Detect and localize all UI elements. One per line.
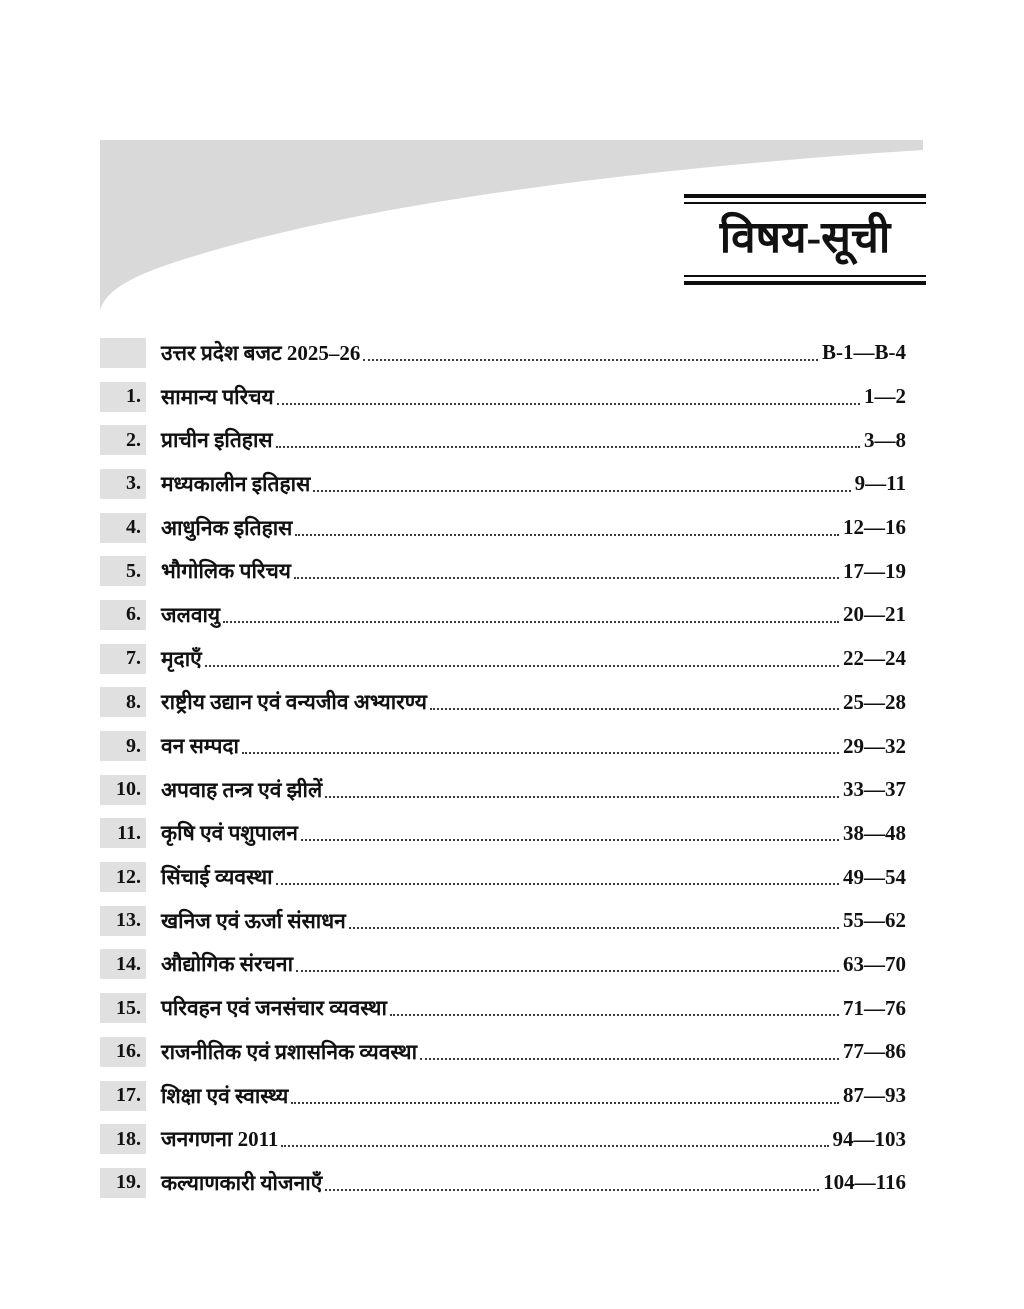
toc-row: [100, 681, 906, 725]
toc-row: [100, 1030, 906, 1074]
leader-dots: [301, 839, 839, 841]
toc-entry-pages: 94—103: [832, 1126, 906, 1151]
toc-entry-pages: 49—54: [843, 864, 906, 889]
leader-dots: [430, 708, 839, 710]
toc-entry-pages: 9—11: [854, 471, 906, 496]
toc-row: [100, 549, 906, 593]
leader-dots: [296, 970, 839, 972]
toc-row: [100, 375, 906, 419]
title-rule-top: [684, 194, 926, 204]
toc-entry-number: 5.: [100, 556, 146, 586]
toc-entry-title: परिवहन एवं जनसंचार व्यवस्था: [161, 996, 387, 1021]
toc-entry-pages: 1—2: [864, 384, 906, 409]
toc-row: [100, 506, 906, 550]
toc-entry-number: 12.: [100, 862, 146, 892]
toc-entry-title: सिंचाई व्यवस्था: [161, 865, 273, 890]
toc-row: [100, 943, 906, 987]
toc-entry-pages: 87—93: [843, 1083, 906, 1108]
toc-entry-title: राजनीतिक एवं प्रशासनिक व्यवस्था: [161, 1039, 418, 1064]
toc-entry-number: 11.: [100, 818, 146, 848]
toc-entry-title: शिक्षा एवं स्वास्थ्य: [161, 1083, 289, 1108]
toc-entry-pages: 55—62: [843, 908, 906, 933]
toc-entry-pages: 25—28: [843, 689, 906, 714]
toc-entry-number: 2.: [100, 425, 146, 455]
toc-row: [100, 812, 906, 856]
toc-entry-title: कृषि एवं पशुपालन: [161, 821, 298, 846]
toc-entry-pages: 22—24: [843, 646, 906, 671]
toc-entry-title: मध्यकालीन इतिहास: [161, 471, 311, 496]
page-title: विषय-सूची: [719, 213, 891, 262]
toc-row: [100, 331, 906, 375]
leader-dots: [276, 883, 839, 885]
toc-entry-pages: 20—21: [843, 602, 906, 627]
toc-row: [100, 724, 906, 768]
toc-entry-title: सामान्य परिचय: [161, 384, 274, 409]
toc-entry-title: वन सम्पदा: [161, 734, 239, 759]
toc-entry-number: 18.: [100, 1124, 146, 1154]
leader-dots: [349, 927, 839, 929]
toc-entry-number: 17.: [100, 1081, 146, 1111]
toc-entry-number: 10.: [100, 775, 146, 805]
toc-entry-pages: B-1—B-4: [822, 340, 906, 365]
toc-entry-number: 19.: [100, 1168, 146, 1198]
toc-entry-number: 3.: [100, 469, 146, 499]
toc-entry-title: आधुनिक इतिहास: [161, 515, 293, 540]
toc-entry-pages: 63—70: [843, 951, 906, 976]
leader-dots: [223, 621, 839, 623]
toc-entry-pages: 104—116: [823, 1170, 906, 1195]
toc-entry-number: 13.: [100, 906, 146, 936]
toc-entry-title: अपवाह तन्त्र एवं झीलें: [161, 777, 323, 802]
toc-entry-number: 7.: [100, 644, 146, 674]
leader-dots: [390, 1014, 839, 1016]
toc-row: [100, 593, 906, 637]
toc-entry-title: उत्तर प्रदेश बजट 2025–26: [161, 340, 361, 365]
leader-dots: [291, 1102, 839, 1104]
toc-entry-title: मृदाएँ: [161, 646, 202, 671]
toc-row: [100, 418, 906, 462]
toc-entry-title: प्राचीन इतिहास: [161, 428, 273, 453]
toc-entry-pages: 33—37: [843, 777, 906, 802]
toc-entry-title: भौगोलिक परिचय: [161, 559, 291, 584]
toc-entry-pages: 38—48: [843, 820, 906, 845]
toc-entry-title: जलवायु: [161, 602, 221, 627]
toc-entry-title: राष्ट्रीय उद्यान एवं वन्यजीव अभ्यारण्य: [161, 690, 427, 715]
leader-dots: [276, 446, 860, 448]
toc-row: [100, 899, 906, 943]
toc-row: [100, 1117, 906, 1161]
toc-entry-pages: 29—32: [843, 733, 906, 758]
toc-entry-title: औद्योगिक संरचना: [161, 952, 294, 977]
toc-entry-title: जनगणना 2011: [161, 1127, 279, 1152]
toc-row: [100, 1074, 906, 1118]
toc-row: [100, 768, 906, 812]
leader-dots: [205, 665, 839, 667]
toc-entry-number: [100, 338, 146, 368]
leader-dots: [242, 752, 839, 754]
toc-list: [100, 331, 906, 1205]
toc-entry-number: 9.: [100, 731, 146, 761]
toc-entry-pages: 17—19: [843, 558, 906, 583]
leader-dots: [295, 534, 839, 536]
toc-entry-number: 1.: [100, 382, 146, 412]
leader-dots: [325, 796, 839, 798]
toc-entry-number: 6.: [100, 600, 146, 630]
page-title-box: [684, 194, 926, 285]
leader-dots: [277, 403, 860, 405]
toc-row: [100, 855, 906, 899]
toc-entry-number: 4.: [100, 513, 146, 543]
toc-row: [100, 1161, 906, 1205]
toc-entry-pages: 3—8: [864, 427, 906, 452]
toc-entry-pages: 71—76: [843, 995, 906, 1020]
leader-dots: [325, 1189, 819, 1191]
toc-entry-number: 8.: [100, 687, 146, 717]
toc-entry-number: 14.: [100, 949, 146, 979]
toc-entry-title: कल्याणकारी योजनाएँ: [161, 1170, 323, 1195]
leader-dots: [281, 1145, 828, 1147]
leader-dots: [294, 577, 839, 579]
leader-dots: [363, 359, 818, 361]
toc-entry-pages: 77—86: [843, 1039, 906, 1064]
title-rule-bottom: [684, 275, 926, 285]
leader-dots: [420, 1058, 839, 1060]
leader-dots: [313, 490, 850, 492]
toc-entry-title: खनिज एवं ऊर्जा संसाधन: [161, 908, 346, 933]
toc-entry-number: 16.: [100, 1037, 146, 1067]
toc-row: [100, 462, 906, 506]
toc-entry-number: 15.: [100, 993, 146, 1023]
toc-entry-pages: 12—16: [843, 515, 906, 540]
toc-row: [100, 986, 906, 1030]
toc-row: [100, 637, 906, 681]
